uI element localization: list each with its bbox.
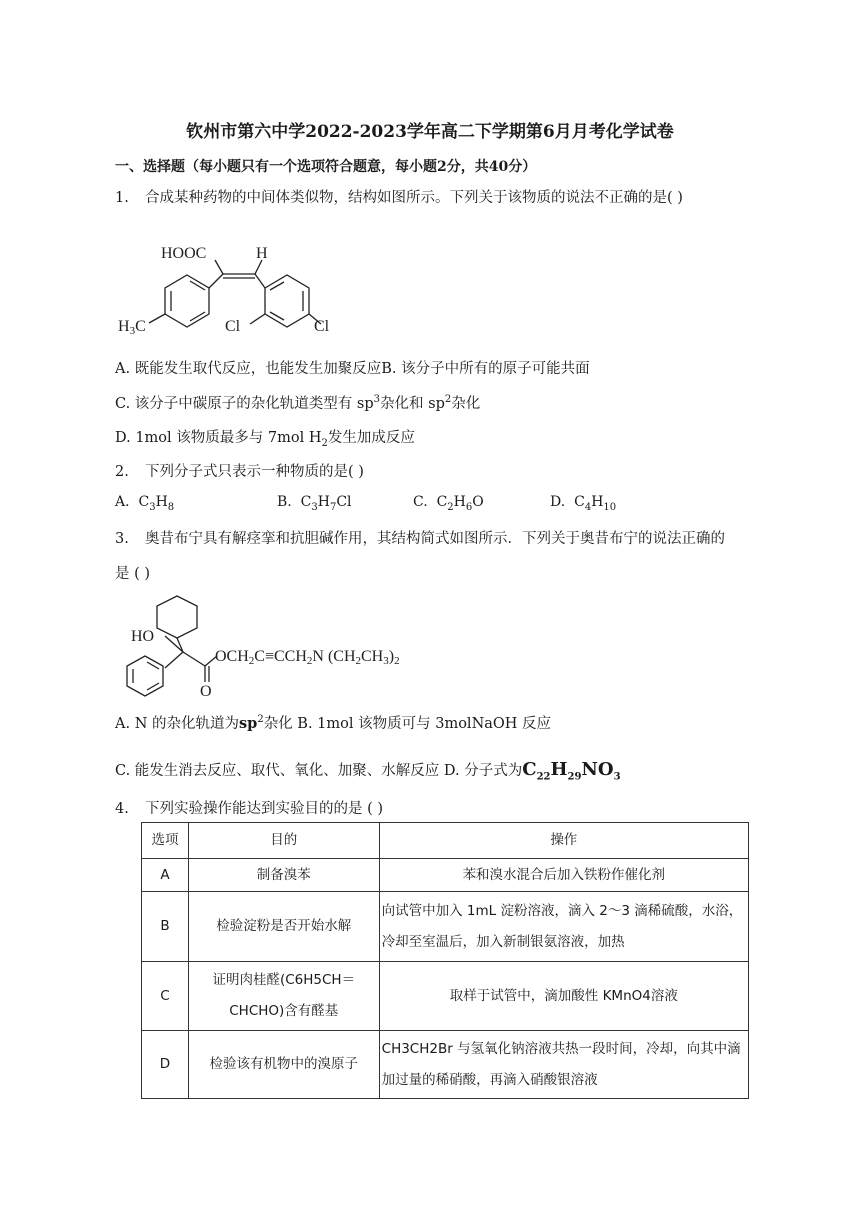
page-title: 钦州市第六中学2022-2023学年高二下学期第6月月考化学试卷	[186, 122, 674, 142]
option-d: D. 1mol 该物质最多与 7mol $H_2$发生加成反应	[115, 430, 415, 449]
question-3-cont: 是 ( )	[115, 566, 151, 582]
question-number: 1.	[115, 190, 129, 206]
question-number: 3.	[115, 531, 129, 547]
structure-label: H3C	[118, 318, 146, 337]
table-row: A 制备溴苯 苯和溴水混合后加入铁粉作催化剂	[142, 859, 749, 892]
option-a: A. $C_3H_8$	[115, 494, 175, 513]
option-c: C. 该分子中碳原子的杂化轨道类型有 $sp^3$杂化和 $sp^2$杂化	[115, 394, 481, 412]
table-row: C 证明肉桂醛(C6H5CH＝CHCHO)含有醛基 取样于试管中，滴加酸性 KMnO4溶液	[142, 962, 749, 1031]
structure-label: H	[256, 245, 268, 262]
table-row: B 检验淀粉是否开始水解 向试管中加入 1mL 淀粉溶液，滴入 2～3 滴稀硫酸，水浴，冷却至室温后，加入新制银氨溶液，加热	[142, 892, 749, 962]
option-a: A. 既能发生取代反应，也能发生加聚反应	[115, 361, 382, 377]
section-heading: 一、选择题（每小题只有一个选项符合题意，每小题2分，共40分）	[115, 159, 537, 175]
option-line	[115, 759, 621, 783]
option-a: A. N 的杂化轨道为$sp^2$杂化	[115, 714, 293, 732]
option-c: C. $C_2H_6O$	[413, 494, 484, 513]
question-stem: 下列实验操作能达到实验目的的是 ( )	[145, 801, 384, 817]
option-line	[115, 712, 551, 733]
question-2	[115, 460, 364, 481]
table-header: 目的	[188, 823, 379, 859]
option-b: B. 1mol 该物质可与 3molNaOH 反应	[297, 716, 552, 732]
table-header: 操作	[379, 823, 748, 859]
structure-label: HOOC	[161, 245, 207, 262]
structure-label: Cl	[314, 318, 330, 335]
question-4	[115, 797, 383, 818]
question-stem: 合成某种药物的中间体类似物，结构如图所示。下列关于该物质的说法不正确的是( )	[145, 190, 683, 206]
structure-diagram-q1	[115, 240, 345, 340]
structure-label: Cl	[225, 318, 241, 335]
question-stem: 奥昔布宁具有解痉挛和抗胆碱作用，其结构简式如图所示．下列关于奥昔布宁的说法正确的	[145, 531, 725, 547]
option-d: D. $C_4H_{10}$	[550, 494, 617, 513]
structure-label: OCH2C≡CCH2N (CH2CH3)2	[215, 648, 400, 667]
structure-diagram-q3	[115, 590, 465, 700]
question-stem: 下列分子式只表示一种物质的是( )	[145, 464, 364, 480]
q2-options	[115, 494, 815, 516]
structure-label: HO	[131, 628, 155, 645]
option-line	[115, 357, 590, 378]
table-row: D 检验该有机物中的溴原子 CH3CH2Br 与氢氧化钠溶液共热一段时间，冷却，向其中滴加过量的稀硝酸，再滴入硝酸银溶液	[142, 1031, 749, 1099]
option-d: D. 分子式为$C_{22}H_{29}NO_3$	[443, 759, 621, 783]
option-b: B. $C_3H_7Cl$	[277, 494, 352, 513]
question-1	[115, 186, 683, 207]
table-header-row	[142, 823, 749, 859]
table-header: 选项	[142, 823, 189, 859]
question-number: 4.	[115, 801, 129, 817]
experiment-table	[141, 822, 749, 1099]
structure-label: O	[200, 683, 212, 700]
question-number: 2.	[115, 464, 129, 480]
option-c: C. 能发生消去反应、取代、氧化、加聚、水解反应	[115, 763, 440, 779]
question-3	[115, 527, 725, 548]
option-b: B. 该分子中所有的原子可能共面	[381, 361, 590, 377]
